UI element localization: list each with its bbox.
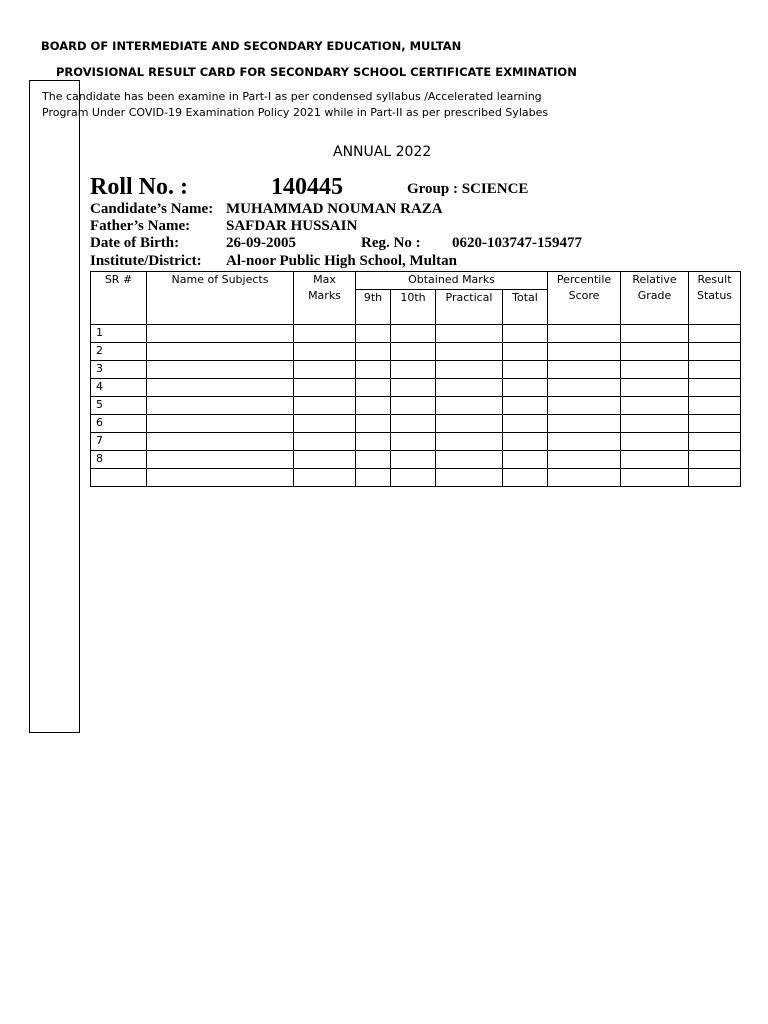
table-cell — [621, 361, 689, 379]
table-cell — [436, 433, 503, 451]
table-row — [91, 433, 741, 451]
table-cell — [436, 451, 503, 469]
table-cell — [356, 325, 391, 343]
table-cell — [391, 433, 436, 451]
institute-value: Al-noor Public High School, Multan — [226, 253, 458, 269]
table-cell — [621, 397, 689, 415]
row-number: 1 — [91, 325, 147, 343]
table-cell — [548, 325, 621, 343]
table-cell — [548, 415, 621, 433]
header-practical: Practical — [436, 290, 503, 325]
father-name-value: SAFDAR HUSSAIN — [226, 218, 358, 234]
header-relative-grade — [621, 272, 689, 325]
header-percentile-line1: Percentile — [556, 273, 612, 286]
registration-number-value: 0620-103747-159477 — [452, 235, 582, 251]
table-cell — [689, 469, 741, 487]
table-cell — [621, 379, 689, 397]
table-cell — [147, 325, 294, 343]
table-cell — [391, 379, 436, 397]
table-cell — [503, 379, 548, 397]
table-cell — [147, 379, 294, 397]
table-cell — [436, 361, 503, 379]
table-cell — [294, 451, 356, 469]
header-sr: SR # — [91, 272, 147, 325]
table-cell — [436, 397, 503, 415]
date-of-birth-value: 26-09-2005 — [226, 235, 296, 251]
row-number: 2 — [91, 343, 147, 361]
header-percentile — [548, 272, 621, 325]
table-cell — [356, 379, 391, 397]
table-cell — [294, 433, 356, 451]
table-row — [91, 397, 741, 415]
table-cell — [548, 469, 621, 487]
table-cell — [391, 343, 436, 361]
marks-table — [90, 271, 741, 487]
table-row — [91, 415, 741, 433]
table-cell — [356, 397, 391, 415]
father-name-label: Father’s Name: — [90, 218, 191, 234]
row-number: 7 — [91, 433, 147, 451]
table-cell — [294, 361, 356, 379]
table-cell — [503, 469, 548, 487]
table-cell — [147, 415, 294, 433]
table-row — [91, 343, 741, 361]
table-cell — [503, 433, 548, 451]
header-subjects: Name of Subjects — [147, 272, 294, 325]
row-number: 5 — [91, 397, 147, 415]
header-max-line2: Marks — [308, 289, 341, 302]
table-cell — [436, 343, 503, 361]
table-cell — [621, 469, 689, 487]
table-cell — [294, 379, 356, 397]
table-cell — [503, 343, 548, 361]
header-relative-line2: Grade — [637, 289, 672, 302]
table-cell — [621, 451, 689, 469]
candidate-name-value: MUHAMMAD NOUMAN RAZA — [226, 201, 443, 217]
table-cell — [689, 379, 741, 397]
table-cell — [436, 469, 503, 487]
table-cell — [147, 343, 294, 361]
header-result-line1: Result — [697, 273, 732, 286]
table-cell — [391, 397, 436, 415]
table-cell — [548, 451, 621, 469]
notice-line-2: Program Under COVID-19 Examination Policy 2021 while in Part-II as per prescribed Sylabes — [42, 106, 549, 119]
header-obtained-marks: Obtained Marks — [356, 272, 548, 290]
table-cell — [689, 343, 741, 361]
row-number — [91, 469, 147, 487]
table-cell — [548, 397, 621, 415]
table-cell — [689, 325, 741, 343]
table-cell — [503, 325, 548, 343]
table-cell — [689, 397, 741, 415]
table-row — [91, 469, 741, 487]
table-cell — [621, 415, 689, 433]
header-relative-line1: Relative — [632, 273, 677, 286]
table-cell — [294, 415, 356, 433]
table-cell — [294, 343, 356, 361]
header-percentile-line2: Score — [568, 289, 600, 302]
table-cell — [548, 361, 621, 379]
table-row — [91, 325, 741, 343]
table-cell — [356, 343, 391, 361]
table-cell — [548, 343, 621, 361]
table-cell — [503, 361, 548, 379]
institute-label: Institute/District: — [90, 253, 202, 269]
candidate-name-label: Candidate’s Name: — [90, 201, 214, 217]
row-number: 6 — [91, 415, 147, 433]
table-cell — [503, 415, 548, 433]
table-cell — [689, 415, 741, 433]
table-cell — [356, 361, 391, 379]
group-field: Group : SCIENCE — [407, 181, 529, 197]
header-total: Total — [503, 290, 548, 325]
table-cell — [147, 397, 294, 415]
roll-number-value: 140445 — [271, 174, 343, 200]
table-cell — [294, 469, 356, 487]
table-cell — [294, 397, 356, 415]
table-cell — [356, 415, 391, 433]
table-cell — [391, 325, 436, 343]
table-cell — [391, 361, 436, 379]
header-result-line2: Status — [696, 289, 733, 302]
exam-session: ANNUAL 2022 — [333, 144, 432, 160]
table-cell — [689, 451, 741, 469]
table-cell — [503, 397, 548, 415]
table-cell — [147, 433, 294, 451]
notice-line-1: The candidate has been examine in Part-I as per condensed syllabus /Accelerated learning — [42, 90, 542, 103]
table-row — [91, 451, 741, 469]
table-cell — [436, 415, 503, 433]
table-cell — [356, 451, 391, 469]
table-row — [91, 379, 741, 397]
table-cell — [391, 451, 436, 469]
table-cell — [356, 433, 391, 451]
table-cell — [689, 433, 741, 451]
table-cell — [548, 433, 621, 451]
table-cell — [689, 361, 741, 379]
table-cell — [436, 325, 503, 343]
photo-box — [29, 80, 80, 733]
roll-number-label: Roll No. : — [90, 174, 188, 200]
row-number: 4 — [91, 379, 147, 397]
table-cell — [548, 379, 621, 397]
table-cell — [503, 451, 548, 469]
table-cell — [147, 451, 294, 469]
registration-number-label: Reg. No : — [361, 235, 421, 251]
row-number: 3 — [91, 361, 147, 379]
table-cell — [147, 361, 294, 379]
table-cell — [621, 433, 689, 451]
board-title: BOARD OF INTERMEDIATE AND SECONDARY EDUCATION, MULTAN — [41, 39, 462, 53]
table-cell — [621, 325, 689, 343]
table-cell — [147, 469, 294, 487]
header-10th: 10th — [391, 290, 436, 325]
result-card-title: PROVISIONAL RESULT CARD FOR SECONDARY SCHOOL CERTIFICATE EXMINATION — [56, 65, 577, 79]
table-cell — [391, 469, 436, 487]
table-row — [91, 361, 741, 379]
table-cell — [391, 415, 436, 433]
header-max-marks — [294, 272, 356, 325]
header-9th: 9th — [356, 290, 391, 325]
table-cell — [436, 379, 503, 397]
table-cell — [294, 325, 356, 343]
table-cell — [621, 343, 689, 361]
table-cell — [356, 469, 391, 487]
date-of-birth-label: Date of Birth: — [90, 235, 180, 251]
row-number: 8 — [91, 451, 147, 469]
header-result-status — [689, 272, 741, 325]
header-max-line1: Max — [313, 273, 336, 286]
